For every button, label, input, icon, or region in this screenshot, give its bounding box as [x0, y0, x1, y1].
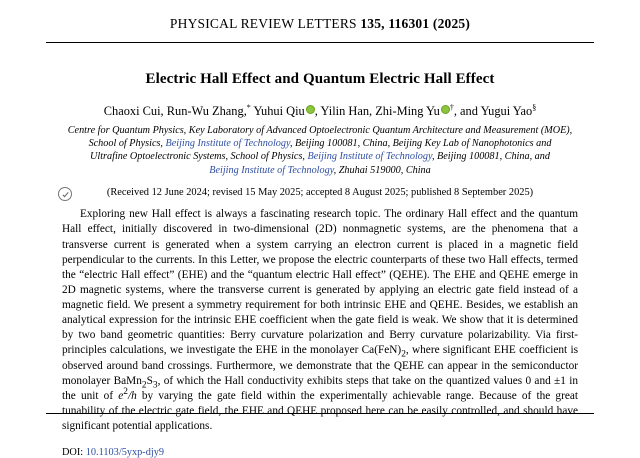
author-name: Yilin Han, [320, 104, 373, 118]
author-name: Yuhui Qiu [253, 104, 305, 118]
affiliation-text: , Beijing 100081, China, and [431, 151, 550, 163]
affiliation-text: , Zhuhai 519000, China [333, 164, 431, 176]
institution-link[interactable]: Beijing Institute of Technology [307, 151, 432, 163]
abstract-paragraph [62, 207, 578, 434]
institution-link[interactable]: Beijing Institute of Technology [209, 164, 334, 176]
author-list: Chaoxi Cui, Run-Wu Zhang,* Yuhui Qiu , Yilin Han, Zhi-Ming Yu †, and Yugui Yao§ [103, 102, 537, 118]
abstract-text: Exploring new Hall effect is always a fascinating research topic. The ordinary Hall effect and the quantum Hall effect, initially discovered in two-dimensional (2D) nonmagnetic systems, are the phenomena that a transverse current is generated when a system carrying an electron current is placed in a magnetic field perpendicular to the currents. In this Letter, we propose the electric counterparts of these two Hall effects, termed the “electric Hall effect” (EHE) and the “quantum electric Hall effect” (QEHE). The EHE and QEHE emerge in 2D magnetic systems, where the transverse current is generated by applying an electric gate field instead of a magnetic field. We present a symmetry requirement for both intrinsic EHE and QEHE. Besides, we establish an analytical expression for the intrinsic EHE coefficient when the gate field is weak. We show that it is determined by two band geometric quantities: Berry curvature polarization and Berry curvature polarizability. Via first-principles calculations, we investigate the EHE in the monolayer Ca(FeN) [62, 208, 578, 357]
footer-divider [46, 413, 594, 414]
header-divider [46, 42, 594, 43]
affiliation-text: School of Physics, [88, 137, 166, 149]
doi-label: DOI: [62, 447, 86, 458]
abstract-math-exponent: 2 [123, 387, 128, 398]
abstract-text: , where significant EHE coefficient is observed around band crossings. Furthermore, we demonstrate that the QEHE can appear in the semiconductor monolayer BaMn [62, 344, 579, 387]
abstract-text: S [146, 374, 153, 387]
author-affil-marker: † [449, 102, 454, 112]
dates-row [46, 187, 594, 198]
journal-article-number: 116301 (2025) [388, 16, 471, 31]
institution-link[interactable]: Beijing Institute of Technology [165, 137, 290, 149]
journal-volume: 135, [360, 16, 385, 31]
abstract-subscript: 3 [152, 379, 158, 390]
abstract [46, 207, 594, 434]
affiliation-text: Ultrafine Optoelectronic Systems, School of Physics, [90, 151, 308, 163]
author-name: Yugui Yao [480, 104, 533, 118]
journal-header [46, 0, 594, 41]
author-affil-marker: * [246, 102, 251, 112]
author-affil-marker: § [532, 102, 537, 112]
author-name: Run-Wu Zhang, [166, 104, 247, 118]
abstract-subscript: 2 [141, 379, 147, 390]
affiliation-line [46, 124, 594, 137]
publication-dates: (Received 12 June 2024; revised 15 May 2025; accepted 8 August 2025; published 8 September 2025) [106, 187, 534, 199]
crossmark-icon[interactable] [58, 187, 72, 201]
abstract-subscript: 2 [401, 349, 406, 360]
author-name: Zhi-Ming Yu [375, 104, 440, 118]
affiliation-block [46, 124, 594, 178]
doi-line [46, 447, 594, 458]
abstract-text: by varying the gate field within the experimentally achievable range. Because of the great tunability of the electric gate field, the EHE and QEHE proposed here can be easily controlled, and should have significant potential applications. [62, 389, 578, 433]
author-name: Chaoxi Cui, [103, 104, 164, 118]
journal-name: PHYSICAL REVIEW LETTERS [169, 16, 357, 31]
orcid-icon[interactable] [441, 105, 450, 114]
doi-link[interactable]: 10.1103/5yxp-djy9 [85, 447, 165, 458]
affiliation-line [46, 137, 594, 150]
affiliation-text: , Beijing 100081, China, Beijing Key Lab of Nanophotonics and [289, 137, 552, 149]
page-title: Electric Hall Effect and Quantum Electric Hall Effect [145, 71, 495, 87]
abstract-text: , of which the Hall conductivity exhibits steps that take on the quantized values 0 and ±1 in the unit of [62, 374, 578, 402]
abstract-math: /h [127, 389, 137, 402]
affiliation-text: Centre for Quantum Physics, Key Laboratory of Advanced Optoelectronic Quantum Architecture and Measurement (MOE), [67, 124, 573, 136]
affiliation-line [46, 164, 594, 177]
abstract-math: e [118, 389, 124, 402]
affiliation-line [46, 150, 594, 163]
orcid-icon[interactable] [306, 105, 315, 114]
